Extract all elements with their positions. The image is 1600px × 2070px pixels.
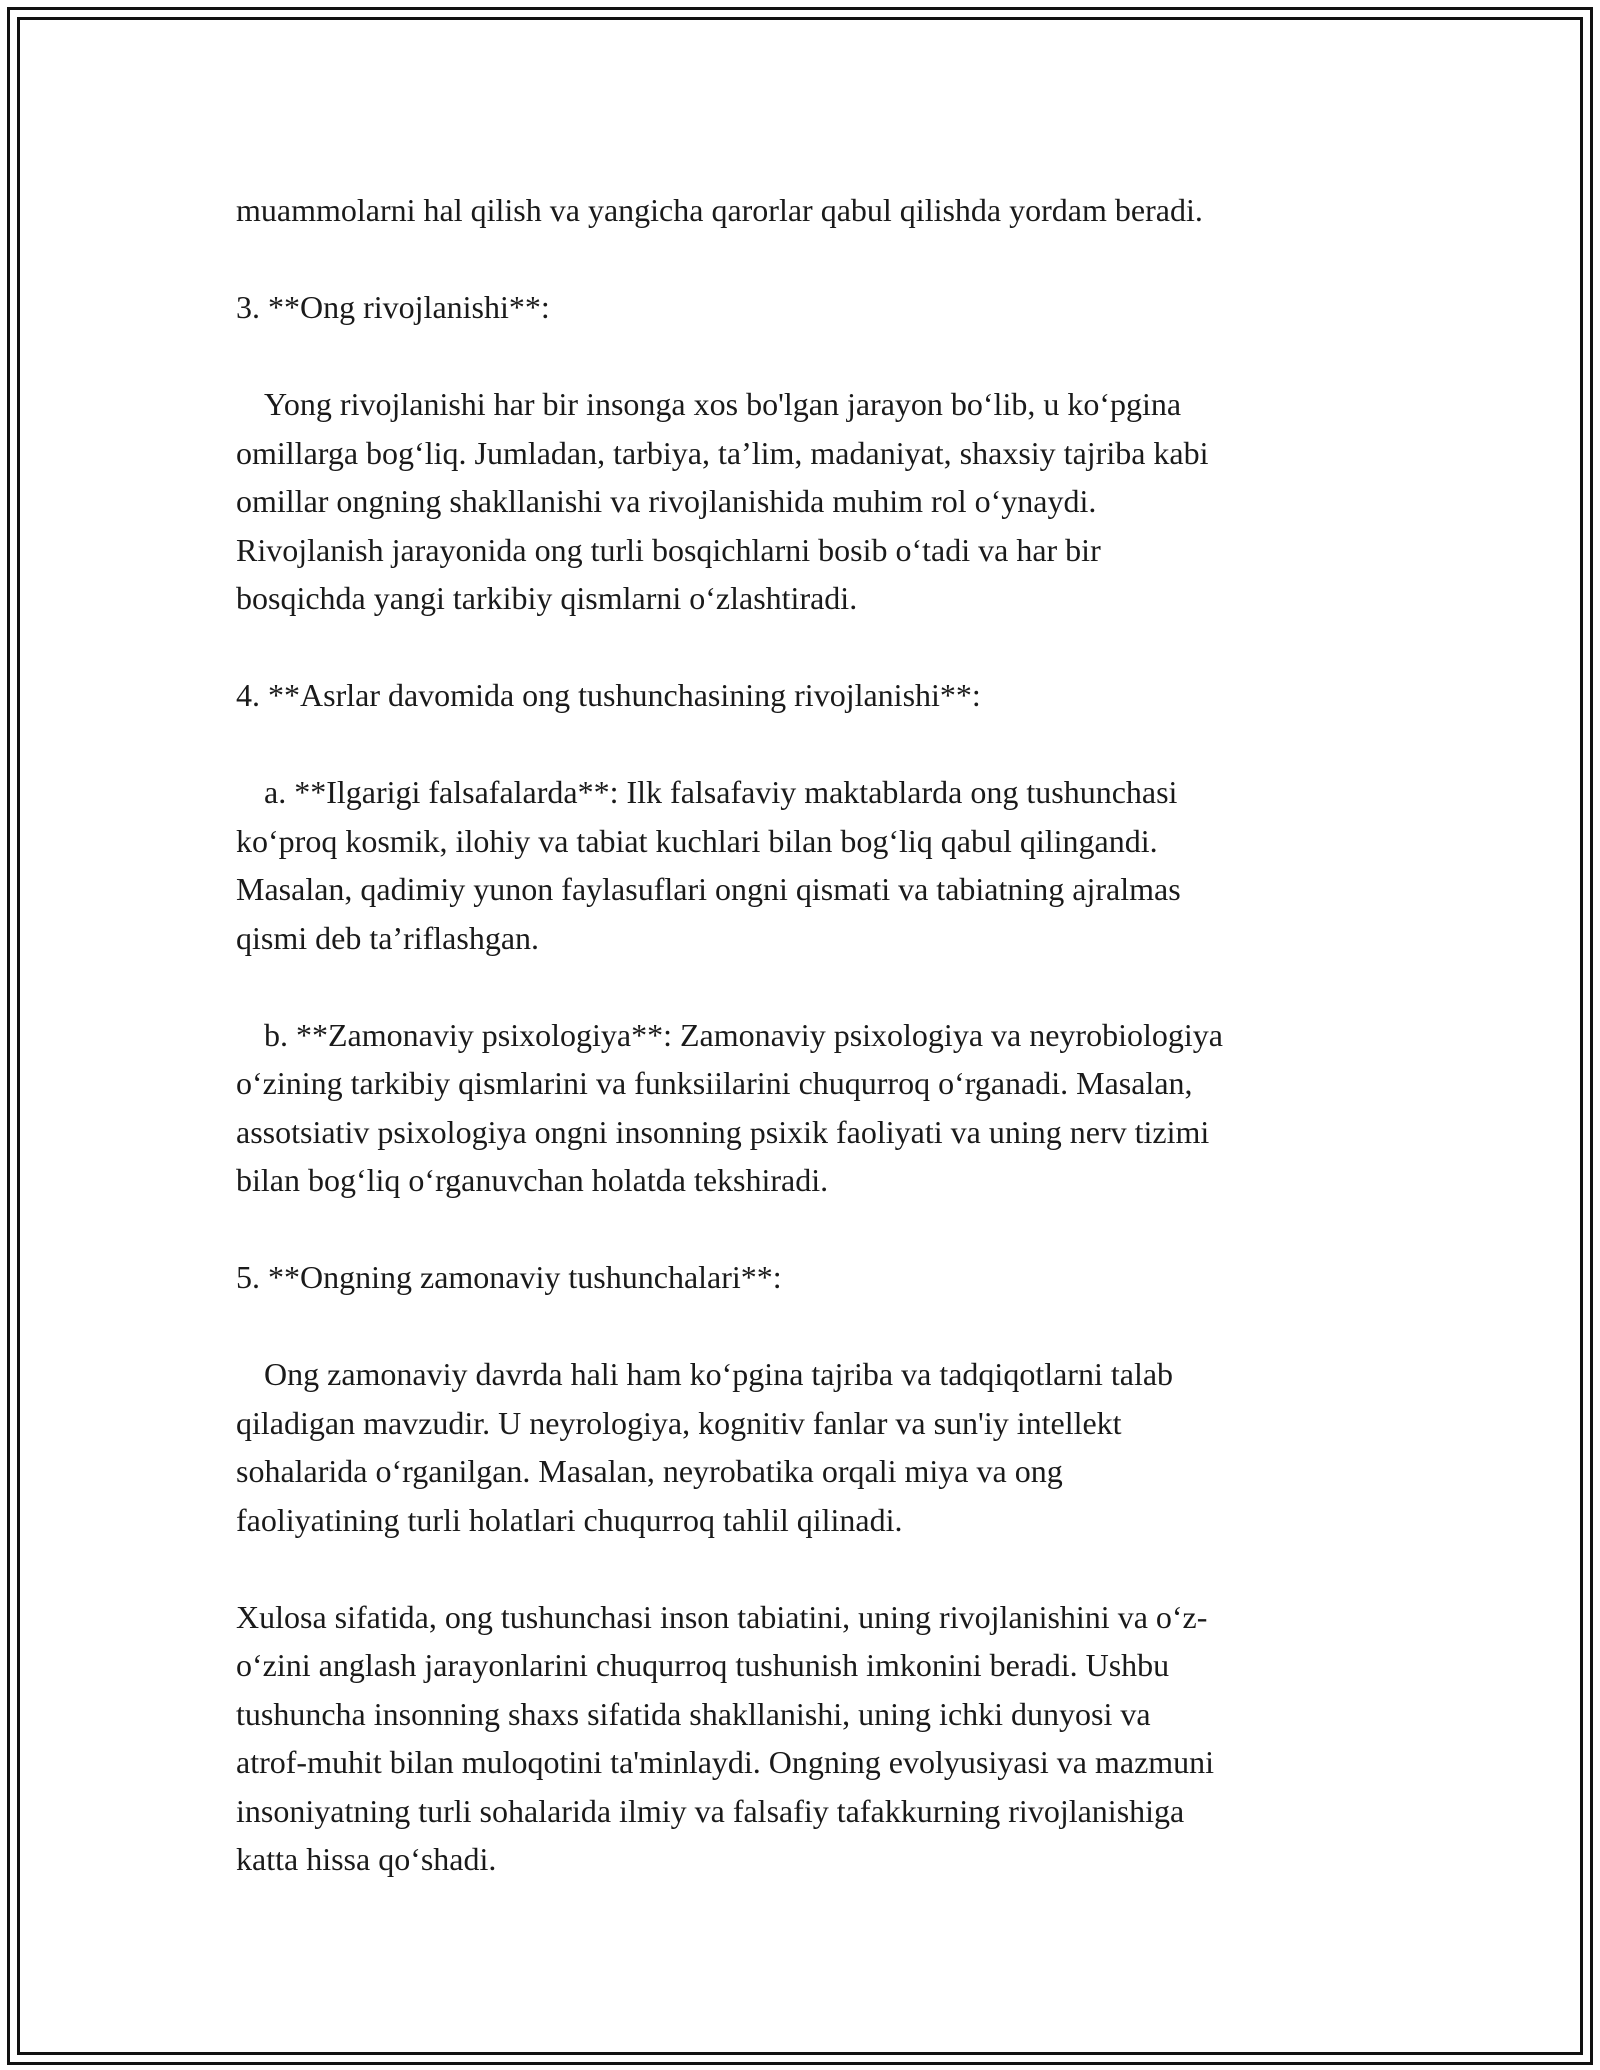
- paragraph-gap: [236, 1205, 1376, 1254]
- text-line: [236, 865, 1376, 914]
- text-line: [236, 1399, 1376, 1448]
- paragraph-gap: [236, 1544, 1376, 1593]
- text-line-content: katta hissa qo‘shadi.: [236, 1841, 497, 1877]
- paragraph-heading-3: [236, 283, 1376, 332]
- text-line: [236, 1593, 1376, 1642]
- text-line-content: Rivojlanish jarayonida ong turli bosqichlarni bosib o‘tadi va har bir: [236, 531, 1101, 568]
- text-line-content: muammolarni hal qilish va yangicha qarorlar qabul qilishda yordam beradi.: [236, 192, 1203, 228]
- text-line-content: bosqichda yangi tarkibiy qismlarni o‘zlashtiradi.: [236, 580, 858, 616]
- paragraph-gap: [236, 1302, 1376, 1351]
- text-line-content: o‘zini anglash jarayonlarini chuqurroq tushunish imkonini beradi. Ushbu: [236, 1647, 1170, 1683]
- paragraph-gap: [236, 720, 1376, 769]
- text-line: [236, 1690, 1376, 1739]
- text-line: [236, 526, 1376, 575]
- paragraph-gap: [236, 623, 1376, 672]
- text-line: [236, 1350, 1376, 1399]
- text-line: [236, 1738, 1376, 1787]
- paragraph-gap: [236, 235, 1376, 284]
- text-line-content: ko‘proq kosmik, ilohiy va tabiat kuchlari bilan bog‘liq qabul qilingandi.: [236, 822, 1158, 859]
- text-line-content: b. **Zamonaviy psixologiya**: Zamonaviy psixologiya va neyrobiologiya: [264, 1016, 1223, 1053]
- text-line: [236, 429, 1376, 478]
- paragraph-para-4b: [236, 1011, 1376, 1205]
- text-line-content: bilan bog‘liq o‘rganuvchan holatda tekshiradi.: [236, 1162, 829, 1198]
- text-line-content: assotsiativ psixologiya ongni insonning psixik faoliyati va uning nerv tizimi: [236, 1113, 1210, 1150]
- text-line-content: o‘zining tarkibiy qismlarini va funksiilarini chuqurroq o‘rganadi. Masalan,: [236, 1065, 1193, 1101]
- text-line: [236, 1787, 1376, 1836]
- paragraph-conclusion: [236, 1593, 1376, 1884]
- text-line-content: Ong zamonaviy davrda hali ham ko‘pgina tajriba va tadqiqotlarni talab: [264, 1356, 1174, 1392]
- text-line-content: 3. **Ong rivojlanishi**:: [236, 289, 550, 325]
- paragraph-para-3: [236, 380, 1376, 623]
- text-line: [236, 1108, 1376, 1157]
- text-line-content: tushuncha insonning shaxs sifatida shakllanishi, uning ichki dunyosi va: [236, 1695, 1151, 1732]
- paragraph-heading-5: [236, 1253, 1376, 1302]
- paragraph-para-5: [236, 1350, 1376, 1544]
- paragraph-gap: [236, 962, 1376, 1011]
- text-line: [236, 186, 1376, 235]
- text-line-content: Xulosa sifatida, ong tushunchasi inson tabiatini, uning rivojlanishini va o‘z-: [236, 1598, 1208, 1635]
- text-line-content: insoniyatning turli sohalarida ilmiy va falsafiy tafakkurning rivojlanishiga: [236, 1792, 1185, 1829]
- document-body: [236, 186, 1376, 1884]
- text-line-content: atrof-muhit bilan muloqotini ta'minlaydi. Ongning evolyusiyasi va mazmuni: [236, 1744, 1215, 1780]
- text-line-content: omillar ongning shakllanishi va rivojlanishida muhim rol o‘ynaydi.: [236, 483, 1097, 519]
- paragraph-gap: [236, 332, 1376, 381]
- text-line-content: a. **Ilgarigi falsafalarda**: Ilk falsafaviy maktablarda ong tushunchasi: [264, 774, 1178, 810]
- text-line-content: 4. **Asrlar davomida ong tushunchasining rivojlanishi**:: [236, 677, 981, 713]
- text-line-content: Yong rivojlanishi har bir insonga xos bo'lgan jarayon bo‘lib, u ko‘pgina: [264, 386, 1182, 422]
- text-line: [236, 768, 1376, 817]
- text-line: [236, 1059, 1376, 1108]
- text-line: [236, 1496, 1376, 1545]
- text-line-content: qismi deb ta’riflashgan.: [236, 919, 540, 956]
- text-line-content: omillarga bog‘liq. Jumladan, tarbiya, ta’lim, madaniyat, shaxsiy tajriba kabi: [236, 434, 1209, 471]
- text-line: [236, 1641, 1376, 1690]
- text-line: [236, 1835, 1376, 1884]
- text-line-content: faoliyatining turli holatlari chuqurroq tahlil qilinadi.: [236, 1501, 903, 1538]
- text-line: [236, 380, 1376, 429]
- text-line: [236, 1253, 1376, 1302]
- text-line: [236, 1156, 1376, 1205]
- paragraph-cont: [236, 186, 1376, 235]
- paragraph-para-4a: [236, 768, 1376, 962]
- text-line: [236, 671, 1376, 720]
- text-line-content: sohalarida o‘rganilgan. Masalan, neyrobatika orqali miya va ong: [236, 1453, 1063, 1489]
- text-line: [236, 1447, 1376, 1496]
- text-line-content: qiladigan mavzudir. U neyrologiya, kognitiv fanlar va sun'iy intellekt: [236, 1404, 1122, 1441]
- text-line: [236, 817, 1376, 866]
- paragraph-heading-4: [236, 671, 1376, 720]
- text-line: [236, 1011, 1376, 1060]
- text-line: [236, 283, 1376, 332]
- text-line-content: Masalan, qadimiy yunon faylasuflari ongni qismati va tabiatning ajralmas: [236, 871, 1181, 907]
- text-line-content: 5. **Ongning zamonaviy tushunchalari**:: [236, 1259, 782, 1295]
- text-line: [236, 477, 1376, 526]
- text-line: [236, 574, 1376, 623]
- text-line: [236, 914, 1376, 963]
